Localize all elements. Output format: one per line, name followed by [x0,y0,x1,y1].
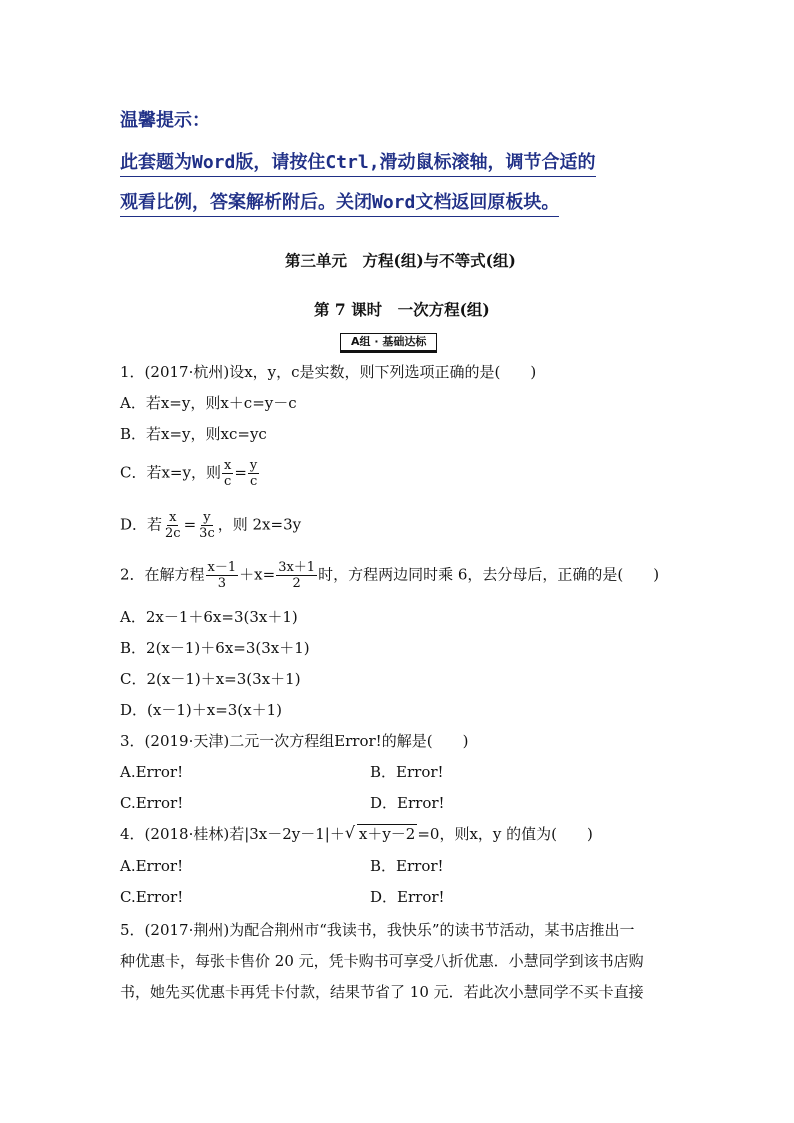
frac-denominator: 2 [292,576,301,591]
q1-option-b: B．若x=y，则xc=yc [120,425,267,443]
q3-option-d: D．Error! [370,794,445,812]
q5-line-1: 5．(2017·荆州)为配合荆州市“我读书，我快乐”的读书节活动，某书店推出一 [120,921,635,939]
q4-option-b: B．Error! [370,857,444,875]
section-badge-label: A组 · 基础达标 [340,333,437,351]
tip-line-2: 观看比例，答案解析附后。关闭Word文档返回原板块。 [120,188,559,217]
q1-option-c [120,458,260,489]
q2-option-c: C．2(x－1)＋x=3(3x＋1) [120,670,301,688]
frac-denominator: 2c [165,526,181,541]
q3-option-c: C.Error! [120,794,184,812]
q1-option-a: A．若x=y，则x＋c=y－c [120,394,297,412]
unit-title: 第三单元 方程(组)与不等式(组) [285,251,516,270]
q2-fraction-1 [206,560,239,591]
frac-numerator: 3x＋1 [278,560,316,575]
q3-option-b: B．Error! [370,763,444,781]
q1-d-fraction-1 [163,510,183,541]
q5-line-2: 种优惠卡，每张卡售价 20 元，凭卡购书可享受八折优惠．小慧同学到该书店购 [120,952,644,970]
section-badge [340,330,437,351]
q4-stem-tail: =0，则x，y 的值为( ) [417,825,593,843]
q2-fraction-2 [276,560,317,591]
q4-option-c: C.Error! [120,888,184,906]
frac-numerator: x [169,510,177,525]
tip-heading: 温馨提示： [120,110,210,131]
equals-sign: = [234,463,247,482]
q4-radical [345,824,417,844]
q3-option-a: A.Error! [120,763,184,781]
q2-stem-tail: 时，方程两边同时乘 6，去分母后，正确的是( ) [318,565,660,584]
radicand: x＋y－2 [358,825,416,843]
q4-option-d: D．Error! [370,888,445,906]
q1-option-c-text: C．若x=y，则 [120,463,221,482]
equals-sign: = [183,515,197,534]
q4-option-a: A.Error! [120,857,184,875]
frac-denominator: c [224,474,232,489]
q2-option-d: D．(x－1)＋x=3(x＋1) [120,701,283,719]
q4-stem-text: 4．(2018·桂林)若|3x－2y－1|＋ [120,825,345,843]
q1-option-d [120,510,301,541]
q1-c-fraction-1 [222,458,233,489]
q2-stem [120,560,659,591]
q1-option-d-tail: ，则 2x=3y [217,515,302,534]
q5-line-3: 书，她先买优惠卡再凭卡付款，结果节省了 10 元．若此次小慧同学不买卡直接 [120,983,644,1001]
q1-stem: 1．(2017·杭州)设x，y，c是实数，则下列选项正确的是( ) [120,363,537,381]
q2-option-a: A．2x－1＋6x=3(3x＋1) [120,608,298,626]
q2-stem-text: 2．在解方程 [120,565,205,584]
frac-numerator: x [223,458,232,473]
q1-option-d-text: D．若 [120,515,163,534]
frac-denominator: 3 [217,576,226,591]
q2-option-b: B．2(x－1)＋6x=3(3x＋1) [120,639,310,657]
frac-numerator: x－1 [207,560,237,575]
q1-c-fraction-2 [248,458,259,489]
q4-stem [120,824,593,844]
tip-line-1: 此套题为Word版，请按住Ctrl,滑动鼠标滚轴，调节合适的 [120,148,596,177]
frac-denominator: 3c [199,526,215,541]
q3-stem: 3．(2019·天津)二元一次方程组Error!的解是( ) [120,732,469,750]
lesson-title: 第 7 课时 一次方程(组) [314,300,490,319]
frac-denominator: c [249,474,258,489]
frac-numerator: y [203,510,211,525]
q1-d-fraction-2 [197,510,217,541]
frac-numerator: y [249,458,258,473]
q2-stem-mid: ＋x= [239,565,276,584]
